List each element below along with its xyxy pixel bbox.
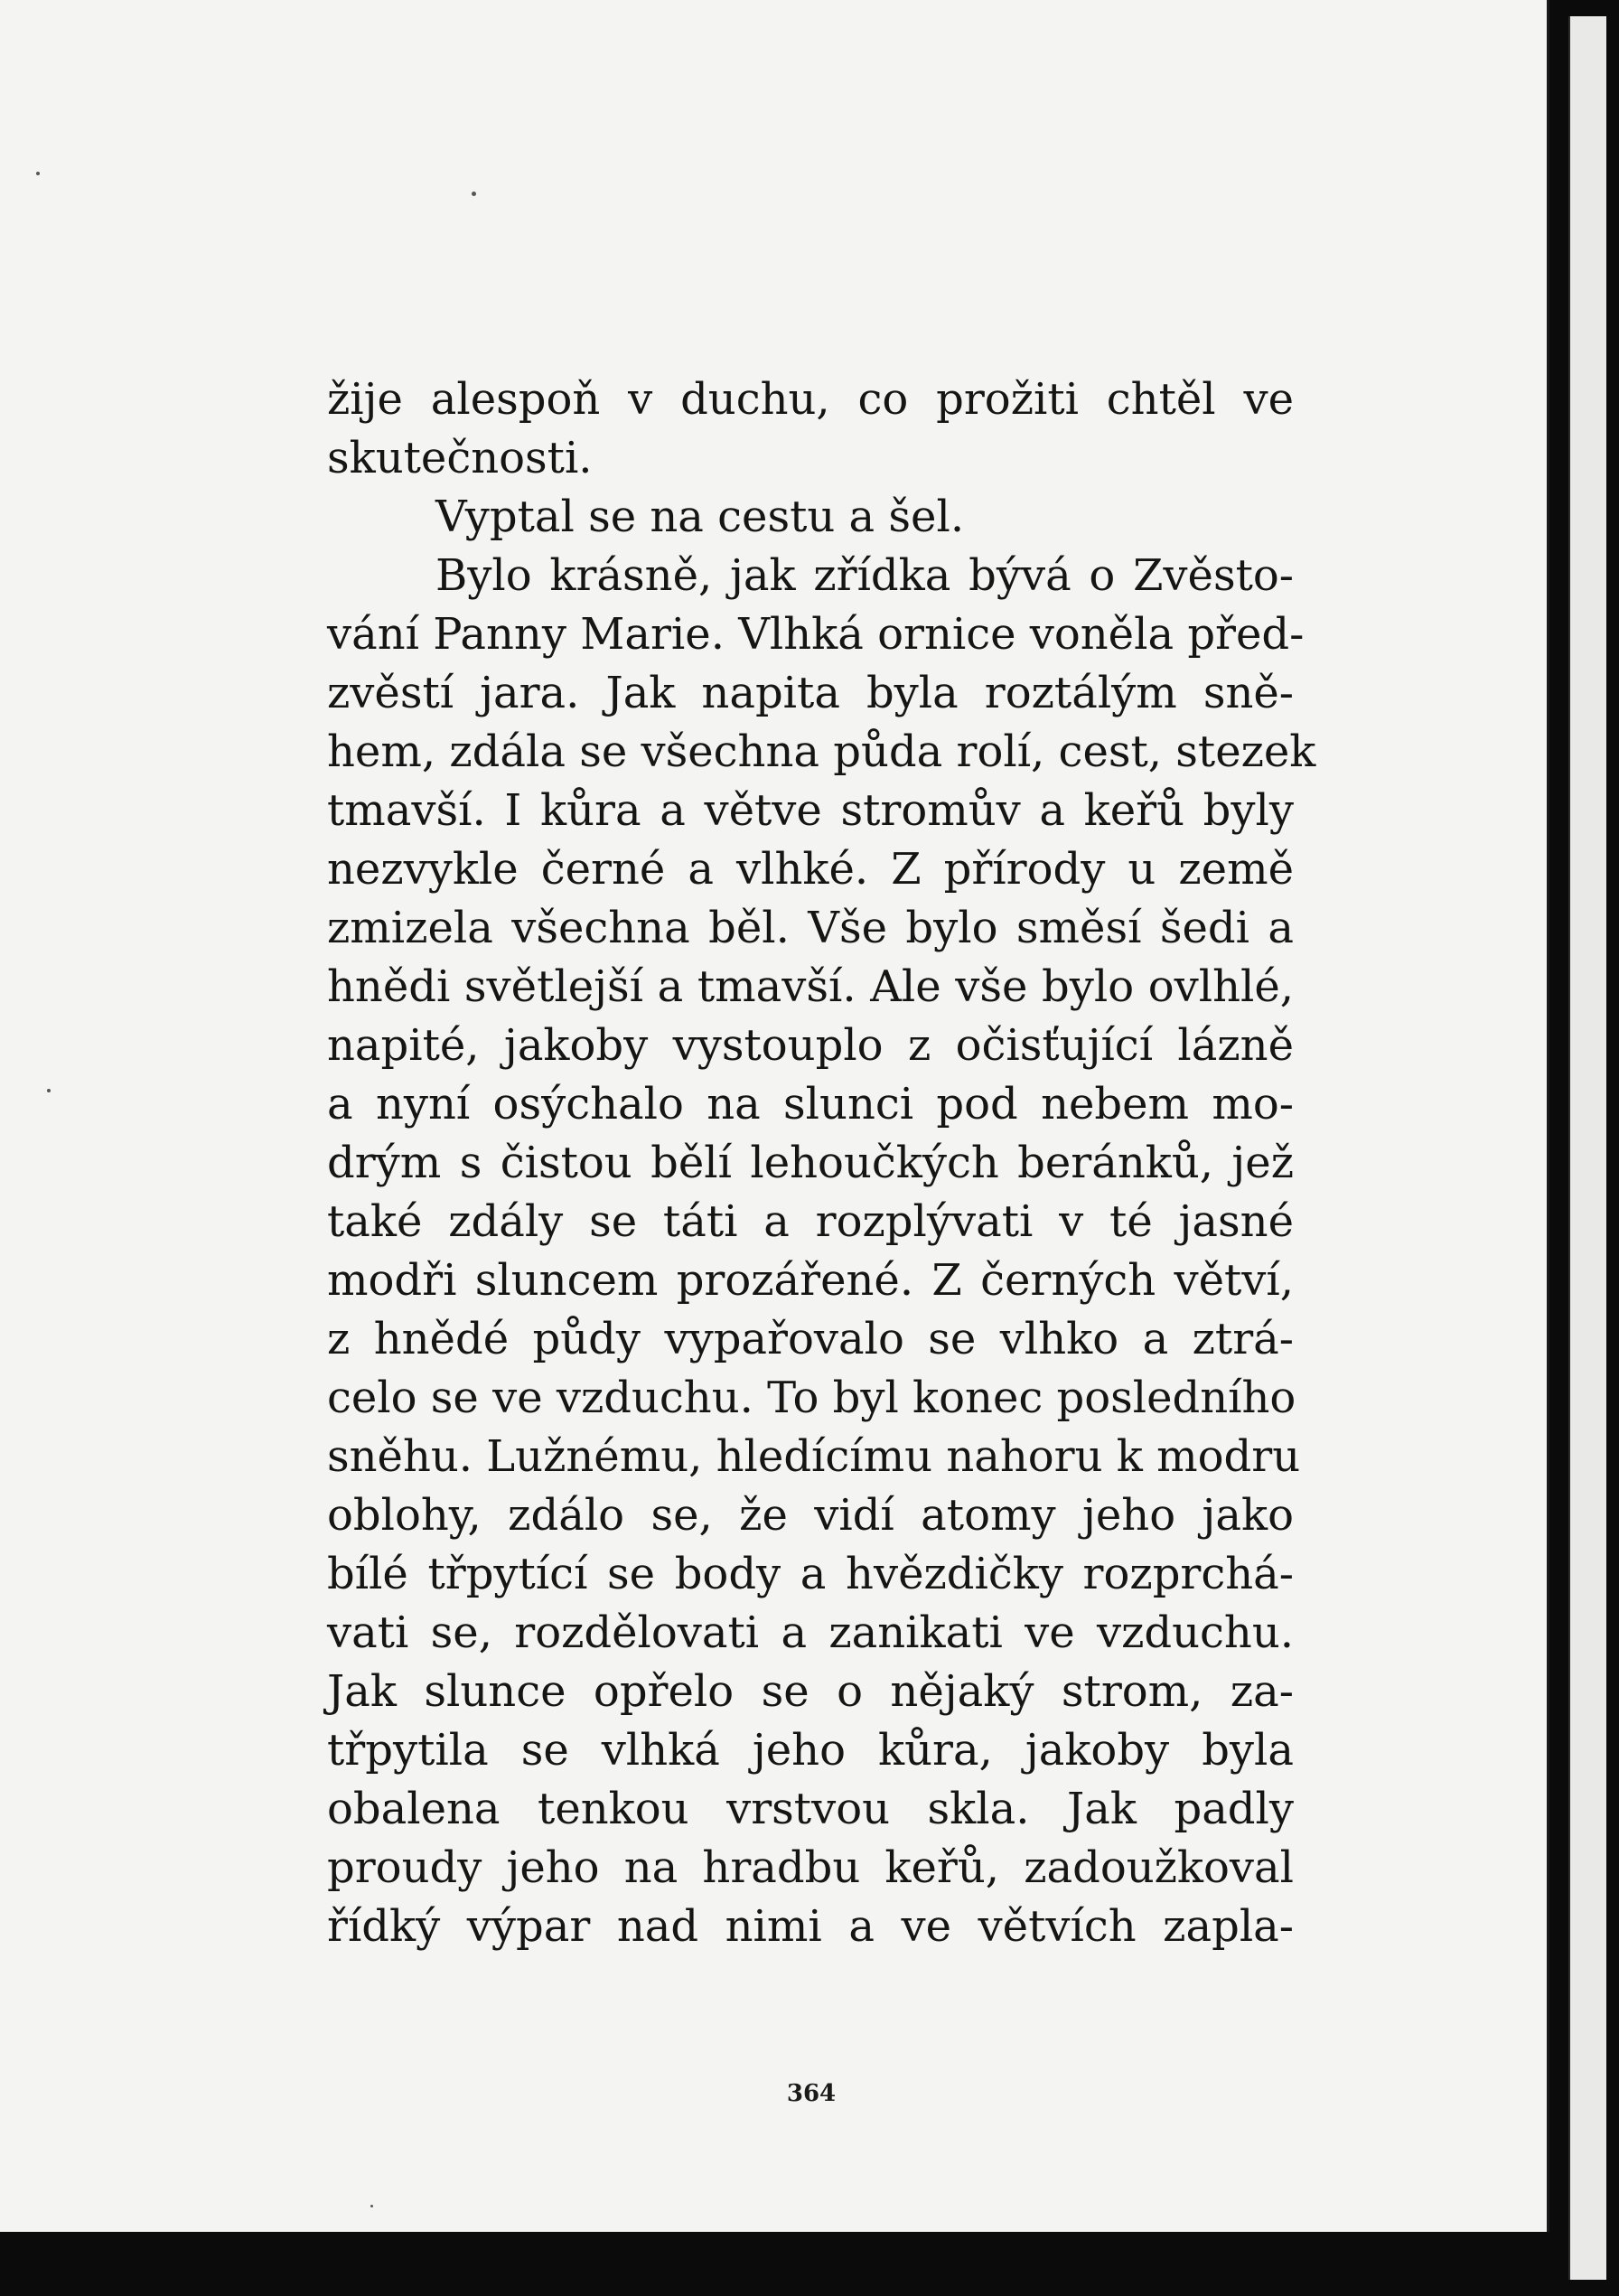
text-line: obalena tenkou vrstvou skla. Jak padly	[327, 1784, 1294, 1834]
dust-speck	[36, 172, 40, 175]
text-line: zvěstí jara. Jak napita byla roztálým sně-	[327, 668, 1294, 718]
text-line: skutečnosti.	[327, 433, 593, 483]
text-line: žije alespoň v duchu, co prožiti chtěl ve	[327, 374, 1294, 425]
text-line: celo se ve vzduchu. To byl konec posledního	[327, 1373, 1296, 1423]
text-line: hnědi světlejší a tmavší. Ale vše bylo ovlhlé,	[327, 961, 1294, 1012]
text-line: proudy jeho na hradbu keřů, zadoužkoval	[327, 1842, 1294, 1893]
text-line: Jak slunce opřelo se o nějaký strom, za-	[327, 1666, 1294, 1717]
body-text	[327, 370, 1316, 1956]
text-line: nezvykle černé a vlhké. Z přírody u země	[327, 844, 1294, 895]
text-line: sněhu. Lužnému, hledícímu nahoru k modru	[327, 1431, 1301, 1482]
text-line: zmizela všechna běl. Vše bylo směsí šedi a	[327, 903, 1294, 953]
text-line: drým s čistou bělí lehoučkých beránků, jež	[327, 1138, 1294, 1188]
text-line: vání Panny Marie. Vlhká ornice voněla před-	[327, 609, 1305, 660]
text-line: napité, jakoby vystouplo z očisťující lázně	[327, 1020, 1294, 1071]
text-line: také zdály se táti a rozplývati v té jasné	[327, 1196, 1294, 1247]
text-line: Bylo krásně, jak zřídka bývá o Zvěsto-	[435, 550, 1294, 601]
text-line: bílé třpytící se body a hvězdičky rozprchá-	[327, 1549, 1294, 1599]
text-line: vati se, rozdělovati a zanikati ve vzduchu.	[327, 1607, 1294, 1658]
dust-speck	[370, 2205, 373, 2207]
dust-speck	[472, 192, 476, 196]
text-line: třpytila se vlhká jeho kůra, jakoby byla	[327, 1725, 1294, 1776]
text-line: oblohy, zdálo se, že vidí atomy jeho jako	[327, 1490, 1294, 1541]
text-line: a nyní osýchalo na slunci pod nebem mo-	[327, 1079, 1294, 1129]
adjacent-page-edge	[1568, 16, 1606, 2280]
dust-speck	[47, 1089, 51, 1092]
text-line: modři sluncem prozářené. Z černých větví,	[327, 1255, 1294, 1306]
text-line: hem, zdála se všechna půda rolí, cest, stezek	[327, 726, 1316, 777]
text-line: z hnědé půdy vypařovalo se vlhko a ztrá-	[327, 1314, 1294, 1364]
text-line: Vyptal se na cestu a šel.	[435, 492, 965, 542]
text-line: tmavší. I kůra a větve stromův a keřů byly	[327, 785, 1294, 836]
page-number: 364	[786, 2080, 837, 2107]
text-line: řídký výpar nad nimi a ve větvích zapla-	[327, 1901, 1294, 1952]
